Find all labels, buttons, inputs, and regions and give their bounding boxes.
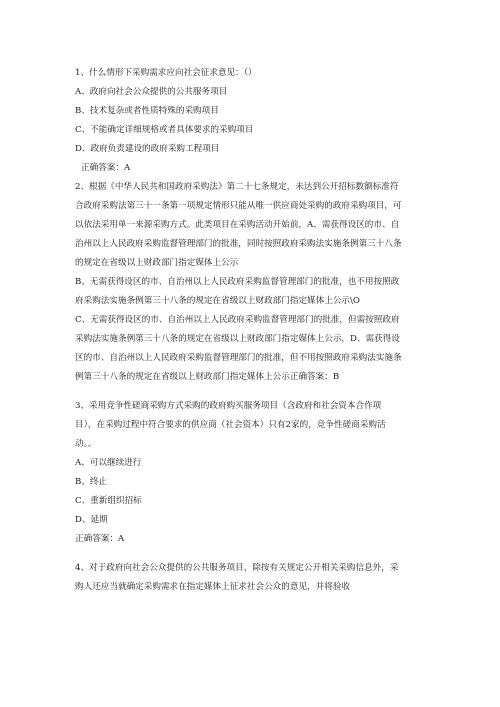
question-1-option-d: D、政府负责建设的政府采购工程项目: [75, 144, 220, 154]
question-3-line: 动。。: [75, 439, 97, 449]
question-2-line: 2、根据《中华人民共和国政府采购法》第二十七条规定，未达到公开招标数额标准符: [75, 182, 399, 192]
question-2-line: B、无需获得设区的市、自治州以上人民政府采购监督管理部门的批准，也不用按照政: [75, 277, 400, 287]
question-3: [75, 397, 427, 549]
question-1-option-a: A、政府向社会公众提供的公共服务项目: [75, 87, 228, 97]
section-gap: [75, 549, 427, 559]
question-1-option-b: B、技术复杂或者性质特殊的采购项目: [75, 106, 219, 116]
question-2-line: 例第三十八条的规定在省级以上财政部门指定媒体上公示正确答案：B: [75, 372, 340, 382]
question-1-answer: 正确答案：A: [81, 163, 131, 173]
question-3-answer: 正确答案：A: [75, 534, 125, 544]
question-2-line: 采购法实施条例第三十八条的规定在省级以上财政部门指定媒体上公示，D、需获得设: [75, 334, 400, 344]
question-3-line: 目），在采购过程中符合要求的供应商（社会资本）只有2家的，竞争性磋商采购活: [75, 420, 386, 430]
question-2-line: 合政府采购法第三十一条第一项规定情形只能从唯一供应商处采购的政府采购项目，可: [75, 201, 402, 211]
question-2: [75, 178, 427, 387]
question-1-option-c: C、不能确定详细规格或者具体要求的采购项目: [75, 125, 254, 135]
question-4-line: 4、对于政府向社会公众提供的公共服务项目，除按有关规定公开相关采购信息外，采: [75, 563, 399, 573]
question-3-option-b: B、终止: [75, 477, 108, 487]
document-body: [75, 64, 427, 597]
section-gap: [75, 387, 427, 397]
question-1-text: 1、什么情形下采购需求应向社会征求意见：（）: [75, 68, 257, 78]
question-2-line: 区的市、自治州以上人民政府采购监督管理部门的批准，但不用按照政府采购法实施条: [75, 353, 402, 363]
question-4: [75, 559, 427, 597]
question-2-line: 以依法采用单一来源采购方式。此类项目在采购活动开始前，A、需获得设区的市、自: [75, 220, 400, 230]
question-1: [75, 64, 427, 178]
question-2-line: C、无需获得设区的市、自治州以上人民政府采购监督管理部门的批准，但需按照政府: [75, 315, 400, 325]
question-4-line: 购人还应当就确定采购需求在指定媒体上征求社会公众的意见，并将验收: [75, 582, 351, 592]
question-3-option-a: A、可以继续进行: [75, 458, 142, 468]
question-2-line: 治州以上人民政府采购监督管理部门的批准，同时按照政府采购法实施条例第三十八条: [75, 239, 402, 249]
question-3-option-c: C、重新组织招标: [75, 496, 142, 506]
question-2-line: 的规定在省级以上财政部门指定媒体上公示: [75, 258, 239, 268]
question-3-option-d: D、延期: [75, 515, 108, 525]
question-3-line: 3、采用竞争性磋商采购方式采购的政府购买服务项目（含政府和社会资本合作项: [75, 401, 382, 411]
question-2-line: 府采购法实施条例第三十八条的规定在省级以上财政部门指定媒体上公示\O: [75, 296, 360, 306]
